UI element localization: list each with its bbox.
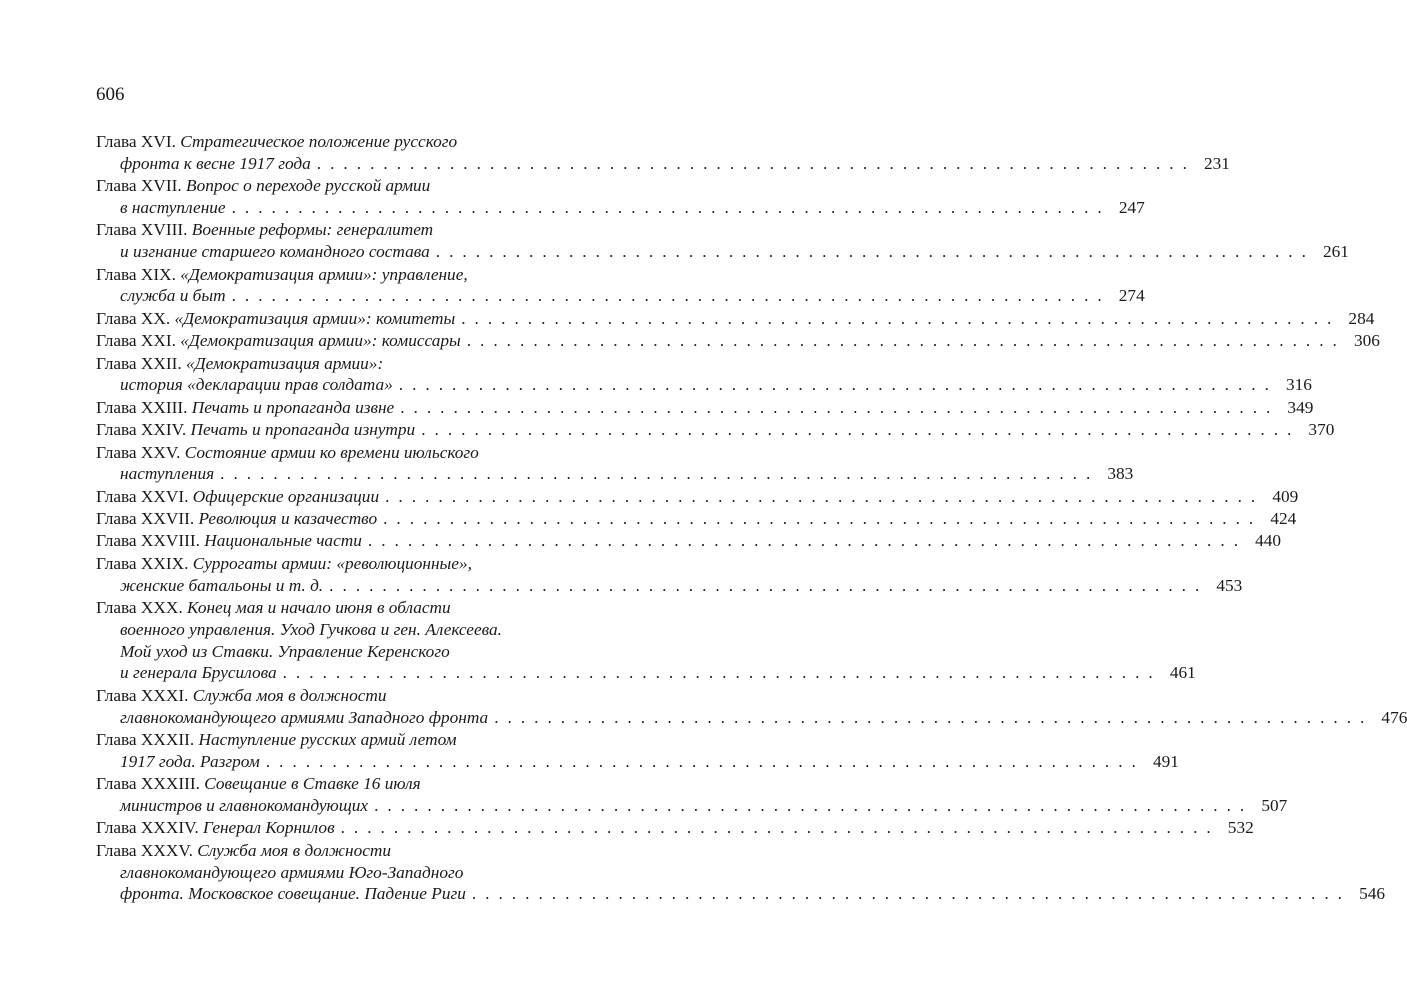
chapter-title: Стратегическое положение русского — [180, 132, 458, 151]
toc-line — [96, 641, 547, 663]
toc-line — [96, 508, 1297, 530]
page-ref: 261 — [1323, 242, 1349, 262]
toc-line — [96, 264, 547, 286]
chapter-title: Революция и казачество — [198, 509, 378, 529]
table-of-contents — [96, 131, 1407, 906]
dot-leader: .................................................................. — [265, 751, 1145, 771]
toc-entry — [96, 330, 1380, 352]
chapter-label: Глава XXVI. — [96, 486, 193, 506]
page-ref: 476 — [1381, 707, 1407, 727]
dot-leader: .................................................................. — [231, 286, 1111, 306]
chapter-label: Глава XXV. — [96, 442, 185, 462]
toc-entry — [96, 219, 1349, 263]
chapter-title: наступления — [120, 464, 215, 484]
dot-leader: .................................................................. — [385, 486, 1265, 506]
chapter-title: Печать и пропаганда извне — [191, 397, 395, 417]
page-ref: 370 — [1308, 420, 1335, 440]
chapter-title: история «декларации прав солдата» — [120, 375, 393, 395]
toc-entry — [96, 419, 1335, 441]
chapter-label: Глава XXXIV. — [96, 818, 203, 838]
chapter-label: Глава XIX. — [96, 264, 181, 284]
toc-line — [96, 553, 547, 575]
toc-line — [96, 817, 1254, 839]
chapter-label: Глава XXX. — [96, 598, 187, 618]
toc-entry — [96, 397, 1314, 419]
dot-leader: .................................................................. — [461, 308, 1341, 328]
chapter-title: «Демократизация армии»: комиссары — [180, 331, 461, 351]
toc-line — [96, 795, 1288, 817]
toc-entry — [96, 840, 1385, 905]
toc-line — [96, 619, 547, 641]
toc-line — [96, 442, 547, 464]
chapter-label: Глава XXXI. — [96, 685, 193, 705]
toc-entry — [96, 508, 1297, 530]
chapter-title: Мой уход из Ставки. Управление Керенского — [120, 641, 450, 661]
toc-line — [96, 463, 1134, 485]
page-ref: 453 — [1216, 575, 1243, 595]
chapter-title: «Демократизация армии»: — [186, 353, 384, 373]
chapter-title: «Демократизация армии»: управление, — [180, 264, 468, 284]
page-ref: 349 — [1287, 397, 1314, 417]
chapter-title: Вопрос о переходе русской армии — [186, 176, 431, 196]
chapter-title: Служба моя в должности — [192, 685, 387, 705]
chapter-title: и изгнание старшего командного состава — [120, 242, 430, 262]
chapter-title: Служба моя в должности — [197, 840, 392, 860]
page-ref: 491 — [1152, 751, 1179, 771]
toc-entry — [96, 175, 1145, 219]
toc-entry — [96, 597, 1196, 684]
toc-line — [96, 353, 547, 375]
chapter-label: Глава XXXIII. — [96, 774, 205, 794]
chapter-title: Суррогаты армии: «революционные», — [192, 553, 472, 573]
chapter-label: Глава XX. — [96, 308, 175, 328]
chapter-label: Глава XXII. — [96, 353, 187, 373]
dot-leader: .................................................................. — [340, 818, 1220, 838]
toc-line — [96, 397, 1314, 419]
toc-line — [96, 685, 547, 707]
chapter-title: 1917 года. Разгром — [120, 751, 260, 771]
toc-entry — [96, 729, 1179, 773]
chapter-label: Глава XXIX. — [96, 553, 193, 573]
dot-leader: .................................................................. — [374, 796, 1254, 815]
chapter-label: Глава XXXII. — [96, 730, 199, 750]
toc-entry — [96, 553, 1243, 597]
chapter-label: Глава XXXV. — [96, 840, 198, 860]
toc-line — [96, 241, 1349, 263]
dot-leader: .................................................................. — [316, 153, 1196, 173]
dot-leader: .................................................................. — [231, 197, 1111, 217]
chapter-title: «Демократизация армии»: комитеты — [174, 308, 456, 328]
toc-entry — [96, 308, 1375, 330]
chapter-label: Глава XXIV. — [96, 420, 191, 440]
toc-entry — [96, 685, 1407, 729]
chapter-title: Совещание в Ставке 16 июля — [204, 774, 421, 794]
toc-line — [96, 131, 547, 153]
toc-entry — [96, 131, 1230, 175]
toc-entry — [96, 264, 1145, 308]
toc-line — [96, 773, 547, 795]
chapter-title: и генерала Брусилова — [120, 663, 277, 683]
page-ref: 284 — [1348, 308, 1375, 328]
toc-entry — [96, 773, 1288, 817]
page-ref: 507 — [1261, 796, 1288, 815]
dot-leader: .................................................................. — [421, 420, 1301, 440]
chapter-title: фронта. Московское совещание. Падение Риги — [120, 884, 466, 904]
page-ref: 247 — [1118, 197, 1145, 217]
dot-leader: .................................................................. — [329, 575, 1209, 595]
dot-leader: .................................................................. — [435, 242, 1315, 262]
toc-line — [96, 662, 1196, 684]
toc-line — [96, 175, 547, 197]
chapter-title: Печать и пропаганда изнутри — [190, 420, 416, 440]
toc-line — [96, 707, 1407, 729]
chapter-title: главнокомандующего армиями Западного фронта — [120, 707, 489, 727]
toc-line — [96, 729, 547, 751]
chapter-title: военного управления. Уход Гучкова и ген. Алексеева. — [120, 619, 502, 639]
chapter-title: Состояние армии ко времени июльского — [184, 442, 479, 462]
toc-line — [96, 153, 1230, 175]
chapter-title: фронта к весне 1917 года — [120, 153, 311, 173]
page-ref: 316 — [1285, 375, 1312, 395]
chapter-label: Глава XVII. — [96, 176, 187, 196]
toc-entry — [96, 817, 1254, 839]
toc-line — [96, 308, 1375, 330]
toc-line — [96, 219, 547, 241]
page-ref: 461 — [1169, 663, 1196, 683]
toc-line — [96, 530, 1282, 552]
toc-entry — [96, 486, 1299, 508]
chapter-title: женские батальоны и т. д. — [120, 575, 324, 595]
page-ref: 424 — [1270, 509, 1297, 529]
dot-leader: .................................................................. — [400, 397, 1280, 417]
toc-line — [96, 862, 547, 884]
chapter-title: главнокомандующего армиями Юго-Западного — [120, 862, 464, 882]
chapter-title: в наступление — [120, 197, 226, 217]
chapter-title: Военные реформы: генералитет — [191, 220, 434, 240]
chapter-label: Глава XXVIII. — [96, 531, 205, 551]
toc-entry — [96, 530, 1282, 552]
toc-line — [96, 285, 1145, 307]
dot-leader: .................................................................. — [383, 509, 1263, 529]
page-ref: 409 — [1272, 486, 1299, 506]
toc-line — [96, 751, 1179, 773]
toc-line — [96, 330, 1380, 352]
dot-leader: .................................................................. — [282, 663, 1162, 683]
page-number: 606 — [96, 84, 125, 105]
chapter-label: Глава XXI. — [96, 331, 181, 351]
chapter-label: Глава XVI. — [96, 132, 181, 151]
toc-line — [96, 575, 1243, 597]
chapter-title: Конец мая и начало июня в области — [187, 598, 451, 618]
page-ref: 231 — [1204, 153, 1230, 173]
page-ref: 546 — [1359, 884, 1385, 904]
dot-leader: .................................................................. — [471, 884, 1351, 904]
chapter-title: министров и главнокомандующих — [120, 796, 369, 815]
toc-entry — [96, 353, 1312, 397]
toc-line — [96, 419, 1335, 441]
toc-line — [96, 374, 1312, 396]
chapter-title: Генерал Корнилов — [203, 818, 335, 838]
toc-line — [96, 486, 1299, 508]
page-ref: 440 — [1255, 531, 1282, 551]
dot-leader: .................................................................. — [466, 331, 1346, 351]
chapter-label: Глава XXIII. — [96, 397, 192, 417]
toc-entry — [96, 442, 1134, 486]
page-ref: 306 — [1353, 331, 1380, 351]
page-ref: 383 — [1107, 464, 1134, 484]
chapter-label: Глава XVIII. — [96, 220, 192, 240]
toc-line — [96, 197, 1145, 219]
chapter-label: Глава XXVII. — [96, 509, 199, 529]
dot-leader: .................................................................. — [494, 707, 1374, 727]
chapter-title: Наступление русских армий летом — [198, 730, 457, 750]
dot-leader: .................................................................. — [367, 531, 1248, 551]
dot-leader: .................................................................. — [220, 464, 1100, 484]
page-ref: 274 — [1118, 286, 1145, 306]
toc-line — [96, 840, 547, 862]
toc-line — [96, 883, 1385, 905]
chapter-title: Офицерские организации — [192, 486, 380, 506]
chapter-title: служба и быт — [120, 286, 226, 306]
chapter-title: Национальные части — [204, 531, 362, 551]
toc-line — [96, 597, 547, 619]
page-ref: 532 — [1227, 818, 1254, 838]
dot-leader: .................................................................. — [398, 375, 1278, 395]
